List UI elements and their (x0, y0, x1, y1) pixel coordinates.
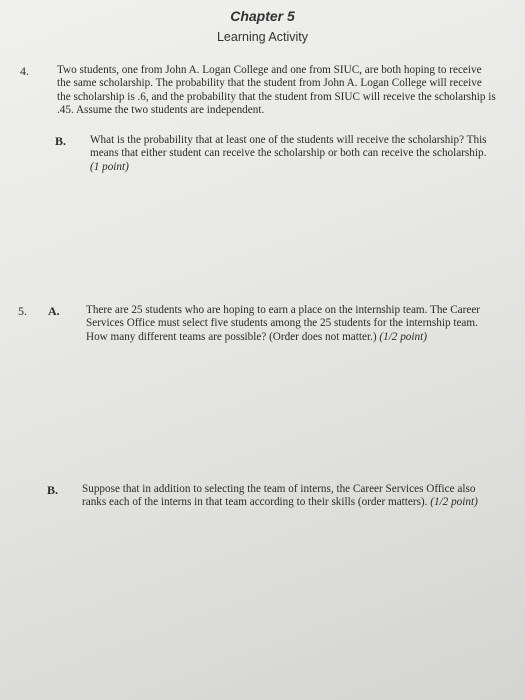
question-5a (86, 304, 501, 344)
question-number-5: 5. (18, 304, 27, 318)
question-5b-points: (1/2 point) (430, 496, 478, 509)
question-number-4: 4. (20, 64, 29, 78)
question-5a-letter: A. (48, 304, 60, 318)
question-4b-points: (1 point) (90, 160, 129, 173)
question-4-intro: Two students, one from John A. Logan College and one from SIUC, are both hoping to receive the same scholarship. The probability that the student from John A. Logan College will receive the scholarship is .6, and the probability that the student from SIUC will receive the scholarship is .45. Assume the two students are independent. (57, 64, 496, 117)
question-4b-letter: B. (55, 134, 67, 148)
question-4b-text: What is the probability that at least one of the students will receive the scholarship? This means that either student can receive the scholarship or both can receive the scholarship. (90, 134, 487, 160)
question-5b (82, 483, 502, 510)
page-subtitle: Learning Activity (216, 30, 309, 44)
question-5a-text: There are 25 students who are hoping to earn a place on the internship team. The Career Services Office must select five students among the 25 students for the internship team. How many different teams are possible? (Order does not matter.) (86, 304, 481, 343)
question-5a-points: (1/2 point) (379, 330, 427, 343)
question-5b-letter: B. (47, 483, 59, 497)
question-5b-text: Suppose that in addition to selecting the team of interns, the Career Services Office also ranks each of the interns in that team according to their skills (order matters). (82, 483, 476, 509)
question-4b (90, 134, 490, 174)
page-title: Chapter 5 (230, 8, 295, 24)
